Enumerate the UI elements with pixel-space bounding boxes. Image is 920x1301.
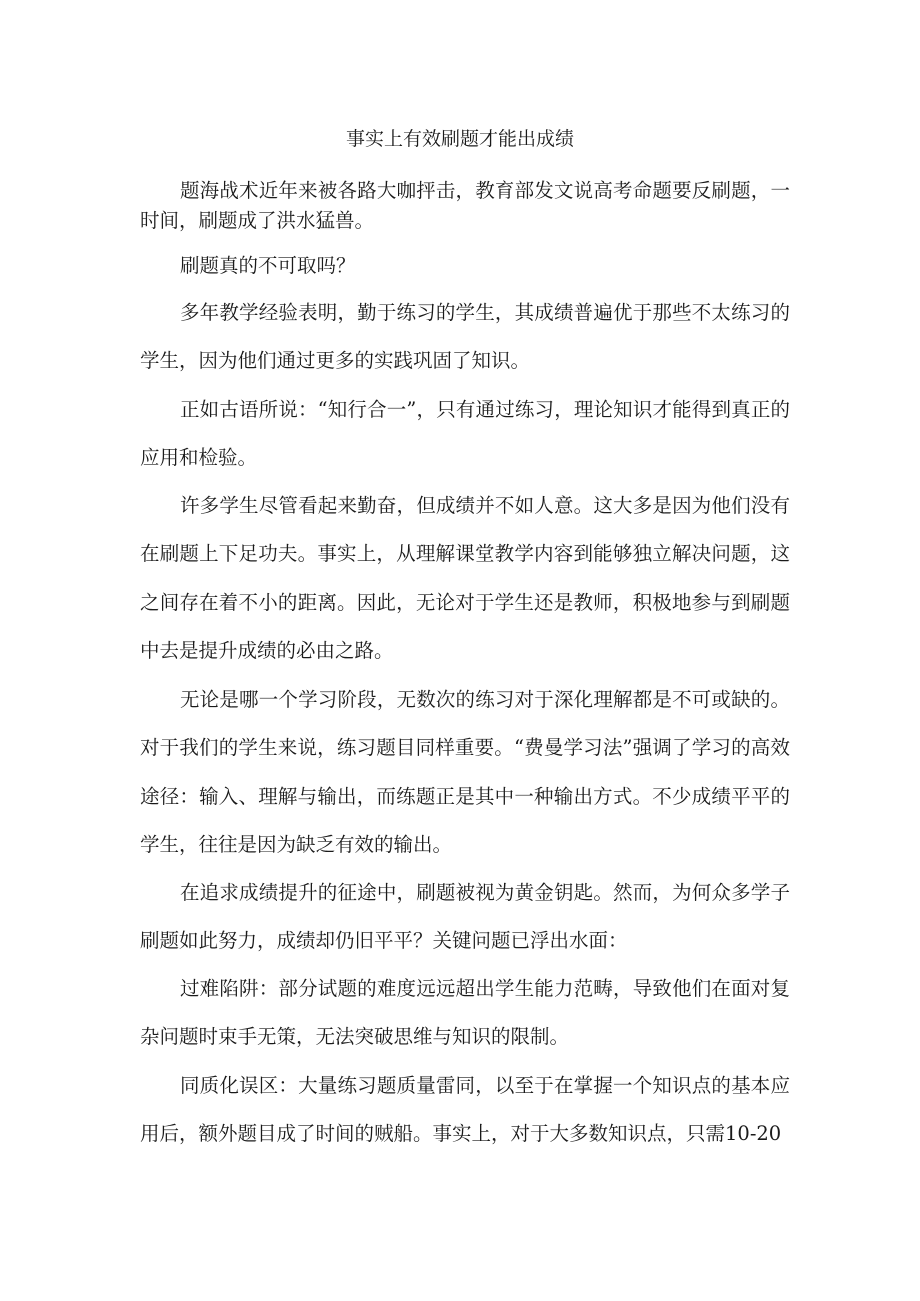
paragraph-5: 许多学生尽管看起来勤奋，但成绩并不如人意。这大多是因为他们没有在刷题上下足功夫。事实上，从理解课堂教学内容到能够独立解决问题，这之间存在着不小的距离。因此，无论对于学生还是教师，积极地参与到刷题中去是提升成绩的必由之路。 [140, 494, 790, 662]
paragraph-7: 在追求成绩提升的征途中，刷题被视为黄金钥匙。然而，为何众多学子刷题如此努力，成绩却仍旧平平？关键问题已浮出水面： [140, 881, 790, 953]
paragraph-9: 同质化误区：大量练习题质量雷同，以至于在掌握一个知识点的基本应用后，额外题目成了时间的贼船。事实上，对于大多数知识点，只需10-20 [140, 1074, 790, 1146]
paragraph-8: 过难陷阱：部分试题的难度远远超出学生能力范畴，导致他们在面对复杂问题时束手无策，无法突破思维与知识的限制。 [140, 977, 790, 1049]
paragraph-1: 题海战术近年来被各路大咖抨击，教育部发文说高考命题要反刷题，一时间，刷题成了洪水猛兽。 [140, 179, 790, 232]
document-title: 事实上有效刷题才能出成绩 [345, 128, 574, 150]
paragraph-3: 多年教学经验表明，勤于练习的学生，其成绩普遍优于那些不太练习的学生，因为他们通过更多的实践巩固了知识。 [140, 301, 790, 373]
paragraph-6: 无论是哪一个学习阶段，无数次的练习对于深化理解都是不可或缺的。对于我们的学生来说，练习题目同样重要。“费曼学习法”强调了学习的高效途径：输入、理解与输出，而练题正是其中一种输出方式。不少成绩平平的学生，往往是因为缺乏有效的输出。 [140, 688, 790, 856]
paragraph-2: 刷题真的不可取吗？ [180, 254, 356, 277]
paragraph-4: 正如古语所说：“知行合一”，只有通过练习，理论知识才能得到真正的应用和检验。 [140, 398, 790, 470]
